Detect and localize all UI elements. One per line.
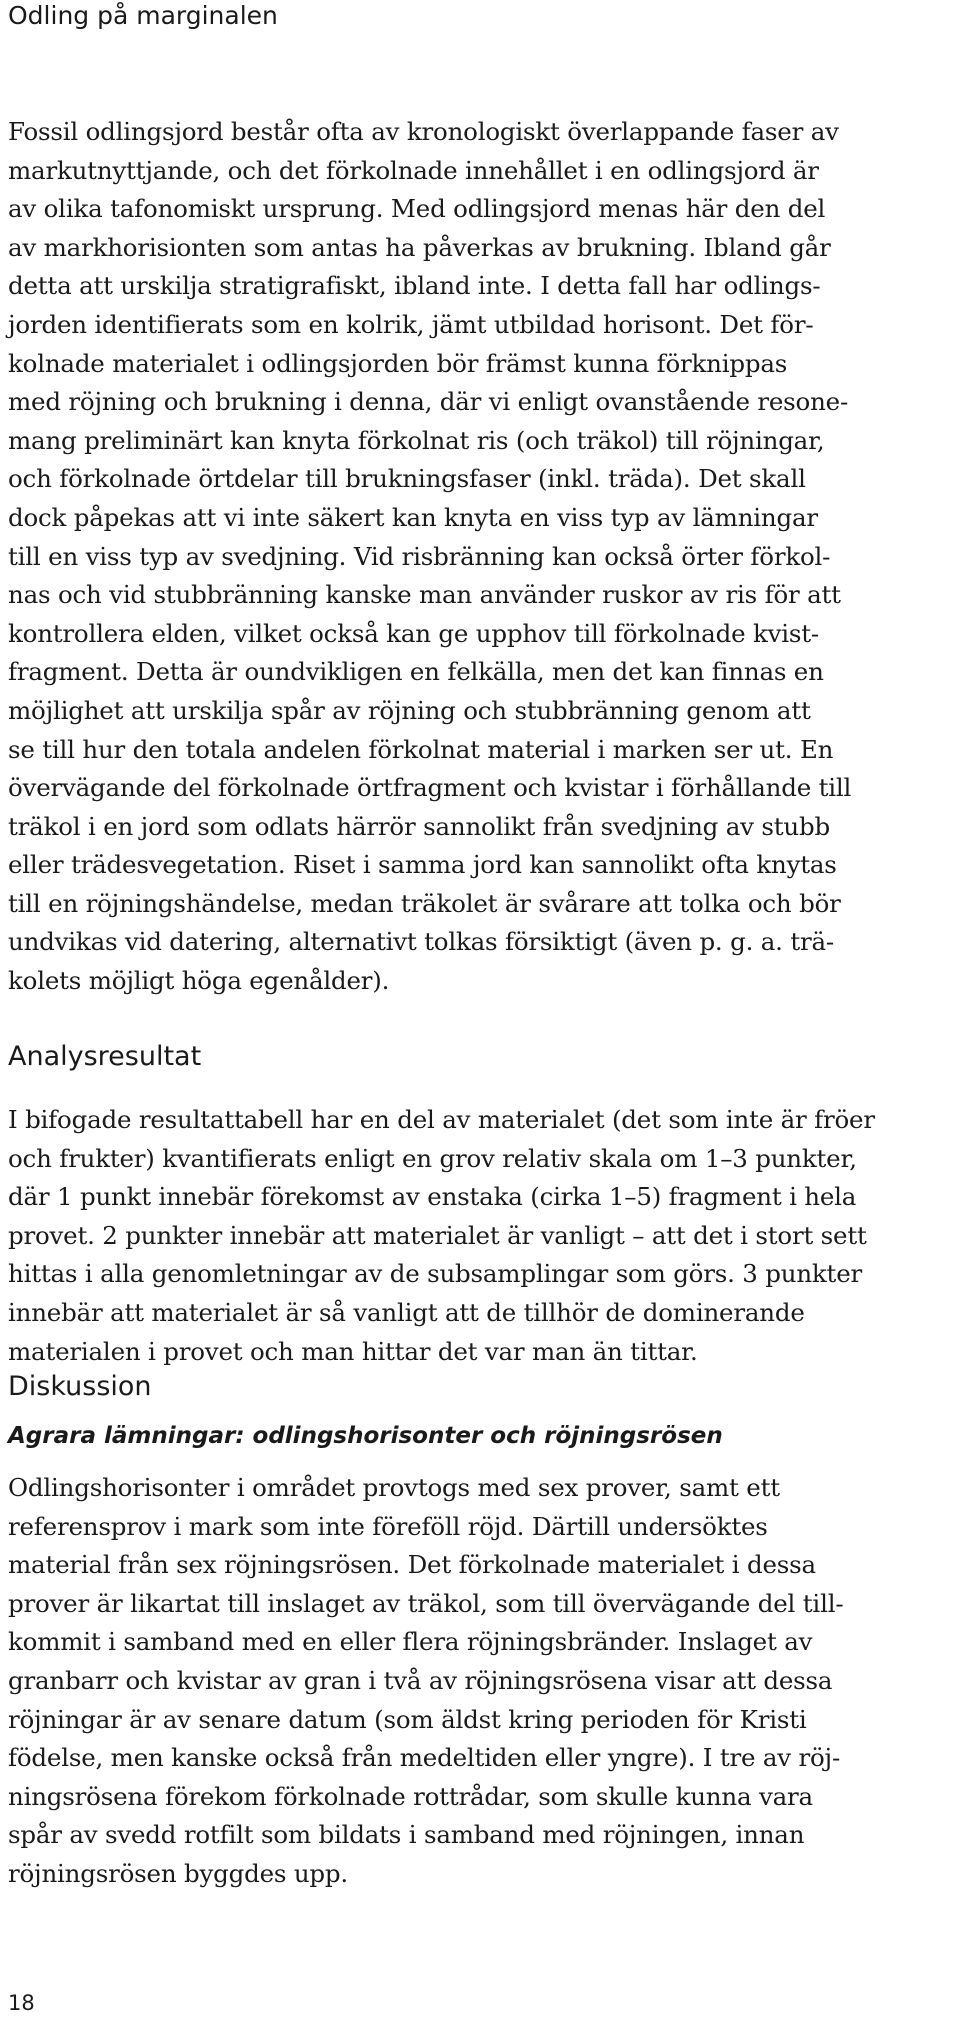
text-line: materialen i provet och man hittar det var man än tittar. (8, 1336, 698, 1366)
text-line: födelse, men kanske också från medeltiden eller yngre). I tre av röj- (8, 1743, 841, 1773)
text-line: Odlingshorisonter i området provtogs med sex prover, samt ett (8, 1473, 780, 1502)
text-line: röjningsrösen byggdes upp. (8, 1858, 348, 1888)
text-line: mang preliminärt kan knyta förkolnat ris (och träkol) till röjningar, (8, 425, 825, 455)
text-line: referensprov i mark som inte föreföll röjd. Därtill undersöktes (8, 1511, 768, 1541)
text-line: kontrollera elden, vilket också kan ge upphov till förkolnade kvist- (8, 618, 819, 648)
text-line: övervägande del förkolnade örtfragment och kvistar i förhållande till (8, 773, 852, 803)
text-line: detta att urskilja stratigrafiskt, ibland inte. I detta fall har odlings- (8, 271, 821, 301)
text-line: med röjning och brukning i denna, där vi enligt ovanstående resone- (8, 387, 849, 417)
diskussion-text (8, 1469, 952, 1894)
analys-text (8, 1101, 952, 1371)
text-line: där 1 punkt innebär förekomst av enstaka (cirka 1–5) fragment i hela (8, 1182, 857, 1212)
text-line: provet. 2 punkter innebär att materialet är vanligt – att det i stort sett (8, 1220, 867, 1250)
text-line: av markhorisionten som antas ha påverkas av brukning. Ibland går (8, 232, 831, 262)
text-line: markutnyttjande, och det förkolnade innehållet i en odlingsjord är (8, 155, 819, 185)
text-line: och förkolnade örtdelar till brukningsfaser (inkl. träda). Det skall (8, 464, 806, 494)
text-line: dock påpekas att vi inte säkert kan knyta en viss typ av lämningar (8, 502, 818, 532)
text-line: undvikas vid datering, alternativt tolkas försiktigt (även p. g. a. trä- (8, 927, 834, 957)
section-heading-analysresultat: Analysresultat (8, 1041, 202, 1072)
text-line: till en röjningshändelse, medan träkolet är svårare att tolka och bör (8, 888, 841, 918)
text-line: prover är likartat till inslaget av träkol, som till övervägande del till- (8, 1588, 844, 1618)
text-line: till en viss typ av svedjning. Vid risbränning kan också örter förkol- (8, 541, 831, 571)
intro-text (8, 113, 952, 1001)
section-heading-diskussion: Diskussion (8, 1371, 152, 1402)
intro-paragraph (8, 113, 952, 1001)
text-line: ningsrösena förekom förkolnade rottrådar, som skulle kunna vara (8, 1781, 813, 1811)
text-line: material från sex röjningsrösen. Det förkolnade materialet i dessa (8, 1550, 816, 1580)
page-number: 18 (8, 1991, 35, 2015)
subheading-agrara-lamningar: Agrara lämningar: odlingshorisonter och röjningsrösen (8, 1423, 723, 1449)
text-line: hittas i alla genomletningar av de subsamplingar som görs. 3 punkter (8, 1259, 863, 1289)
text-line: och frukter) kvantifierats enligt en grov relativ skala om 1–3 punkter, (8, 1143, 857, 1173)
text-line: spår av svedd rotfilt som bildats i samband med röjningen, innan (8, 1820, 805, 1850)
text-line: kommit i samband med en eller flera röjningsbränder. Inslaget av (8, 1627, 813, 1657)
text-line: jorden identifierats som en kolrik, jämt utbildad horisont. Det för- (8, 309, 814, 339)
text-line: I bifogade resultattabell har en del av materialet (det som inte är fröer (8, 1105, 875, 1134)
text-line: granbarr och kvistar av gran i två av röjningsrösena visar att dessa (8, 1665, 833, 1695)
text-line: fragment. Detta är oundvikligen en felkälla, men det kan finnas en (8, 657, 824, 687)
text-line: eller trädesvegetation. Riset i samma jord kan sannolikt ofta knytas (8, 850, 837, 880)
text-line: Fossil odlingsjord består ofta av kronologiskt överlappande faser av (8, 117, 839, 146)
text-line: röjningar är av senare datum (som äldst kring perioden för Kristi (8, 1704, 807, 1734)
text-line: kolets möjligt höga egenålder). (8, 966, 390, 996)
text-line: kolnade materialet i odlingsjorden bör främst kunna förknippas (8, 348, 788, 378)
text-line: möjlighet att urskilja spår av röjning och stubbränning genom att (8, 695, 811, 725)
diskussion-paragraph (8, 1469, 952, 1894)
text-line: innebär att materialet är så vanligt att de tillhör de dominerande (8, 1297, 805, 1327)
text-line: nas och vid stubbränning kanske man använder ruskor av ris för att (8, 580, 841, 610)
analys-paragraph (8, 1101, 952, 1371)
text-line: träkol i en jord som odlats härrör sannolikt från svedjning av stubb (8, 811, 830, 841)
text-line: av olika tafonomiskt ursprung. Med odlingsjord menas här den del (8, 194, 826, 224)
text-line: se till hur den totala andelen förkolnat material i marken ser ut. En (8, 734, 834, 764)
running-header: Odling på marginalen (8, 1, 278, 30)
